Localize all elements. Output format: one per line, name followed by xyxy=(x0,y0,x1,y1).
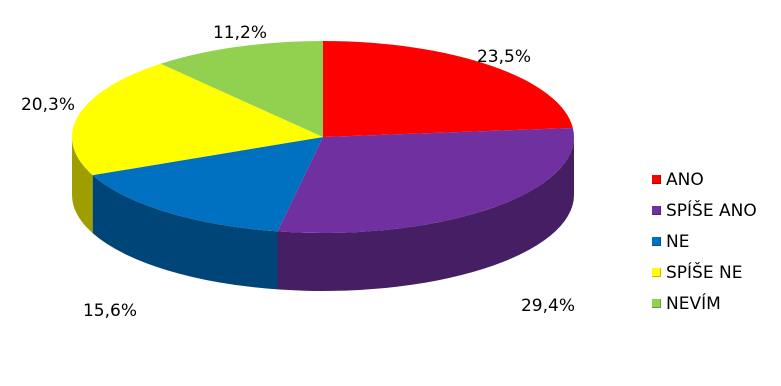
legend-swatch xyxy=(652,206,661,215)
data-label-ne: 15,6% xyxy=(82,301,138,321)
legend-item-ne xyxy=(652,226,757,257)
legend-item-ano xyxy=(652,164,757,195)
legend-label: SPÍŠE ANO xyxy=(666,200,757,221)
legend-label: NEVÍM xyxy=(666,293,721,314)
legend-item-spise-ne xyxy=(652,257,757,288)
data-label-spise-ano: 29,4% xyxy=(520,296,576,316)
legend-swatch xyxy=(652,175,661,184)
legend-swatch xyxy=(652,299,661,308)
data-label-spise-ne: 20,3% xyxy=(20,95,76,115)
data-label-nevim: 11,2% xyxy=(212,23,268,43)
pie-slice-ano xyxy=(323,41,573,137)
data-label-ano: 23,5% xyxy=(476,47,532,67)
legend-label: SPÍŠE NE xyxy=(666,262,743,283)
legend-item-spise-ano xyxy=(652,195,757,226)
legend-label: NE xyxy=(666,231,690,252)
legend-item-nevim xyxy=(652,288,757,319)
legend-swatch xyxy=(652,268,661,277)
legend xyxy=(652,164,757,319)
legend-swatch xyxy=(652,237,661,246)
legend-label: ANO xyxy=(666,169,704,190)
